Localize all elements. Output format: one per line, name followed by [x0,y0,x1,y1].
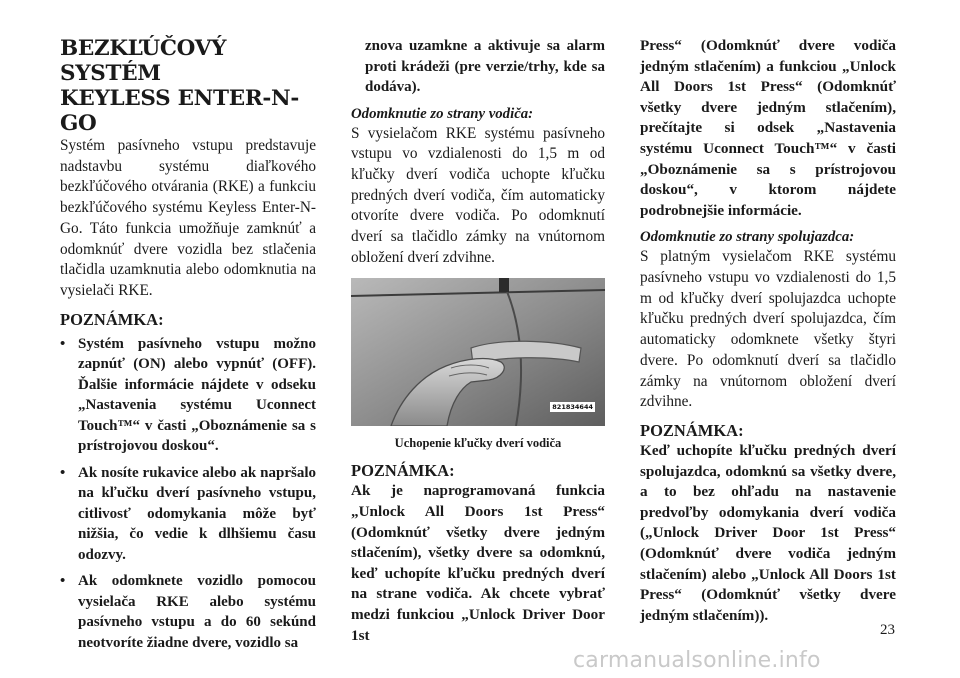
driver-unlock-heading: Odomknutie zo strany vodiča: [351,105,534,122]
note-text: Ak je naprogramovaná funkcia „Unlock All Doors 1st Press“ (Odomknúť všetky dvere jedným stlačením), všetky dvere sa odomknú, keď uchopíte kľučku predných dverí na strane vodiča. Ak chcete vybrať medzi funkciou „Unlock Driver Door 1st [351,482,605,644]
bullet-dot: • [60,573,66,590]
note-bullet-list [60,334,316,654]
bullet-continuation: znova uzamkne a aktivuje sa alarm proti krádeži (pre verzie/trhy, kde sa dodáva). [365,38,605,95]
figure-caption: Uchopenie kľučky dverí vodiča [394,436,562,451]
bullet-item: • Ak odomknete vozidlo pomocou vysielača RKE alebo systému pasívneho vstupu a do 60 sekúnd neotvoríte žiadne dvere, vozidlo sa [60,573,316,651]
bullet-item: • Ak nosíte rukavice alebo ak napršalo na kľučku dverí pasívneho vstupu, citlivosť odomykania môže byť nižšia, čo vedie k dlhšiemu času odozvy. [60,464,316,563]
note-continuation: Press“ (Odomknúť dvere vodiča jedným stlačením) a funkciou „Unlock All Doors 1st Press“ (Odomknúť všetky dvere jedným stlačením), prečítajte si odsek „Nastavenia systému Uconnect Touch™“ v časti „Oboznámenie sa s prístrojovou doskou“, v ktorom nájdete podrobnejšie informácie. [640,37,896,219]
column-3 [640,36,896,626]
intro-paragraph: Systém pasívneho vstupu predstavuje nadstavbu systému diaľkového bezkľúčového otvárania (RKE) a funkciu bezkľúčového systému Keyless Enter-N-Go. Táto funkcia umožňuje zamknúť a odomknúť dvere vozidla bez stlačenia tlačidla uzamknutia alebo odomknutia na vysielači RKE. [60,137,316,299]
column-2 [351,36,605,646]
section-title [60,36,316,136]
passenger-unlock-paragraph: S platným vysielačom RKE systému pasívneho vstupu vo vzdialenosti do 1,5 m od kľučky dverí spolujazdca uchopte kľučku predných dverí spolujazdca, čím automaticky odomknete všetky štyri dvere. Po odomknutí dverí sa tlačidlo zámky na vnútornom obložení dverí zdvihne. [640,248,896,411]
bullet-item: • Systém pasívneho vstupu možno zapnúť (ON) alebo vypnúť (OFF). Ďalšie informácie nájdete v odseku „Nastavenia systému Uconnect Touch™“ v časti „Oboznámenie sa s prístrojovou doskou“. [60,335,316,455]
door-handle-figure [351,278,605,426]
figure-code: 821834644 [552,403,593,412]
note-text: Keď uchopíte kľučku predných dverí spolujazdca, odomknú sa všetky dvere, a to bez ohľadu na nastavenie predvoľby odomykania dverí vodiča („Unlock Driver Door 1st Press“ (Odomknúť dvere vodiča jedným stlačením) alebo „Unlock All Doors 1st Press“ (Odomknúť všetky dvere jedným stlačením)). [640,441,896,624]
note-heading: POZNÁMKA: [640,420,744,440]
bullet-dot: • [60,464,66,481]
page-number: 23 [880,622,895,638]
watermark: carmanualsonline.info [573,648,821,673]
note-heading: POZNÁMKA: [351,461,455,481]
title-line-1: BEZKĽÚČOVÝ SYSTÉM [60,36,227,86]
note-heading: POZNÁMKA: [60,309,164,329]
bullet-dot: • [60,335,66,352]
passenger-unlock-heading: Odomknutie zo strany spolujazdca: [640,229,855,246]
driver-unlock-paragraph: S vysielačom RKE systému pasívneho vstupu vo vzdialenosti do 1,5 m od kľučky dverí vodiča uchopte kľučku predných dverí vodiča, čím automaticky otvoríte dvere vodiča. Po odomknutí dverí sa tlačidlo zámky na vnútornom obložení dverí zdvihne. [351,124,605,266]
column-1 [60,36,316,659]
title-line-2: KEYLESS ENTER-N-GO [60,86,299,136]
